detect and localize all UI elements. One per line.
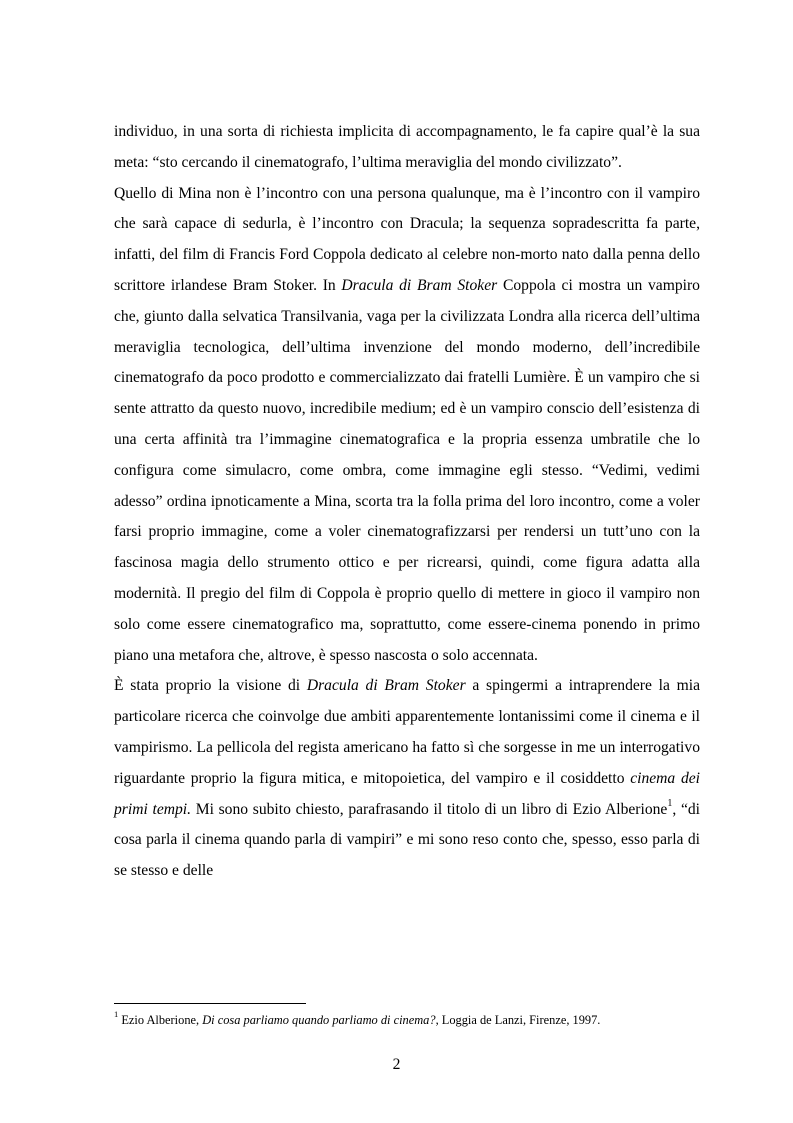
- italic-term: cinema dei primi tempi.: [114, 769, 700, 818]
- footnote-reference[interactable]: 1: [667, 798, 673, 810]
- page-body: [114, 117, 700, 887]
- paragraph-2-text-1: Quello di Mina non è l’incontro con una persona qualunque, ma è l’incontro con il vampiro che sarà capace di sedurla, è l’incontro con Dracula; la sequenza sopradescritta fa parte, infatti, del film di Francis Ford Coppola dedicato al celebre non-morto nato dalla penna dello scrittore irlandese Bram Stoker. In: [114, 184, 700, 294]
- footnote-publication: , Loggia de Lanzi, Firenze, 1997.: [435, 1013, 601, 1027]
- film-title: Dracula di Bram Stoker: [341, 276, 498, 294]
- page-number: 2: [392, 1056, 401, 1073]
- paragraph-2-text-2: Coppola ci mostra un vampiro che, giunto dalla selvatica Transilvania, vaga per la civilizzata Londra alla ricerca dell’ultima meraviglia tecnologica, dell’ultima invenzione del mondo moderno, dell’incredibile cinematografo da poco prodotto e commercializzato dai fratelli Lumière. È un vampiro che si sente attratto da questo nuovo, incredibile medium; ed è un vampiro conscio dell’esistenza di una certa affinità tra l’immagine cinematografica e la propria essenza umbratile che lo configura come simulacro, come ombra, come immagine egli stesso. “Vedimi, vedimi adesso” ordina ipnoticamente a Mina, scorta tra la folla prima del loro incontro, come a voler farsi proprio immagine, come a voler cinematografizzarsi per rendersi un tutt’uno con la fascinosa magia dello strumento ottico e per ricrearsi, quindi, come figura adatta alla modernità. Il pregio del film di Coppola è proprio quello di mettere in gioco il vampiro non solo come essere cinematografico ma, soprattutto, come essere-cinema ponendo in primo piano una metafora che, altrove, è spesso nascosta o solo accennata.: [114, 276, 700, 664]
- paragraph-3-text-2: a spingermi a intraprendere la mia particolare ricerca che coinvolge due ambiti apparentemente lontanissimi come il cinema e il vampirismo. La pellicola del regista americano ha fatto sì che sorgesse in me un interrogativo riguardante proprio la figura mitica, e mitopoietica, del vampiro e il cosiddetto: [114, 677, 701, 787]
- footnote-separator: [114, 1003, 306, 1004]
- footnote-book-title: Di cosa parliamo quando parliamo di cinema?: [202, 1013, 436, 1027]
- paragraph-1: [114, 117, 700, 179]
- paragraph-1-text: individuo, in una sorta di richiesta implicita di accompagnamento, le fa capire qual’è la sua meta: “sto cercando il cinematografo, l’ultima meraviglia del mondo civilizzato”.: [114, 123, 700, 171]
- paragraph-2: [114, 179, 700, 672]
- paragraph-3: [114, 671, 700, 887]
- footnote-marker: 1: [114, 1008, 119, 1019]
- footnote-author: Ezio Alberione,: [118, 1013, 203, 1027]
- paragraph-3-text-1: È stata proprio la visione di: [114, 677, 307, 695]
- footnote: [114, 1008, 714, 1028]
- film-title: Dracula di Bram Stoker: [306, 677, 466, 695]
- paragraph-3-text-3: Mi sono subito chiesto, parafrasando il titolo di un libro di Ezio Alberione: [191, 800, 668, 818]
- paragraph-3-text-4: , “di cosa parla il cinema quando parla di vampiri” e mi sono reso conto che, spesso, esso parla di se stesso e delle: [114, 800, 700, 880]
